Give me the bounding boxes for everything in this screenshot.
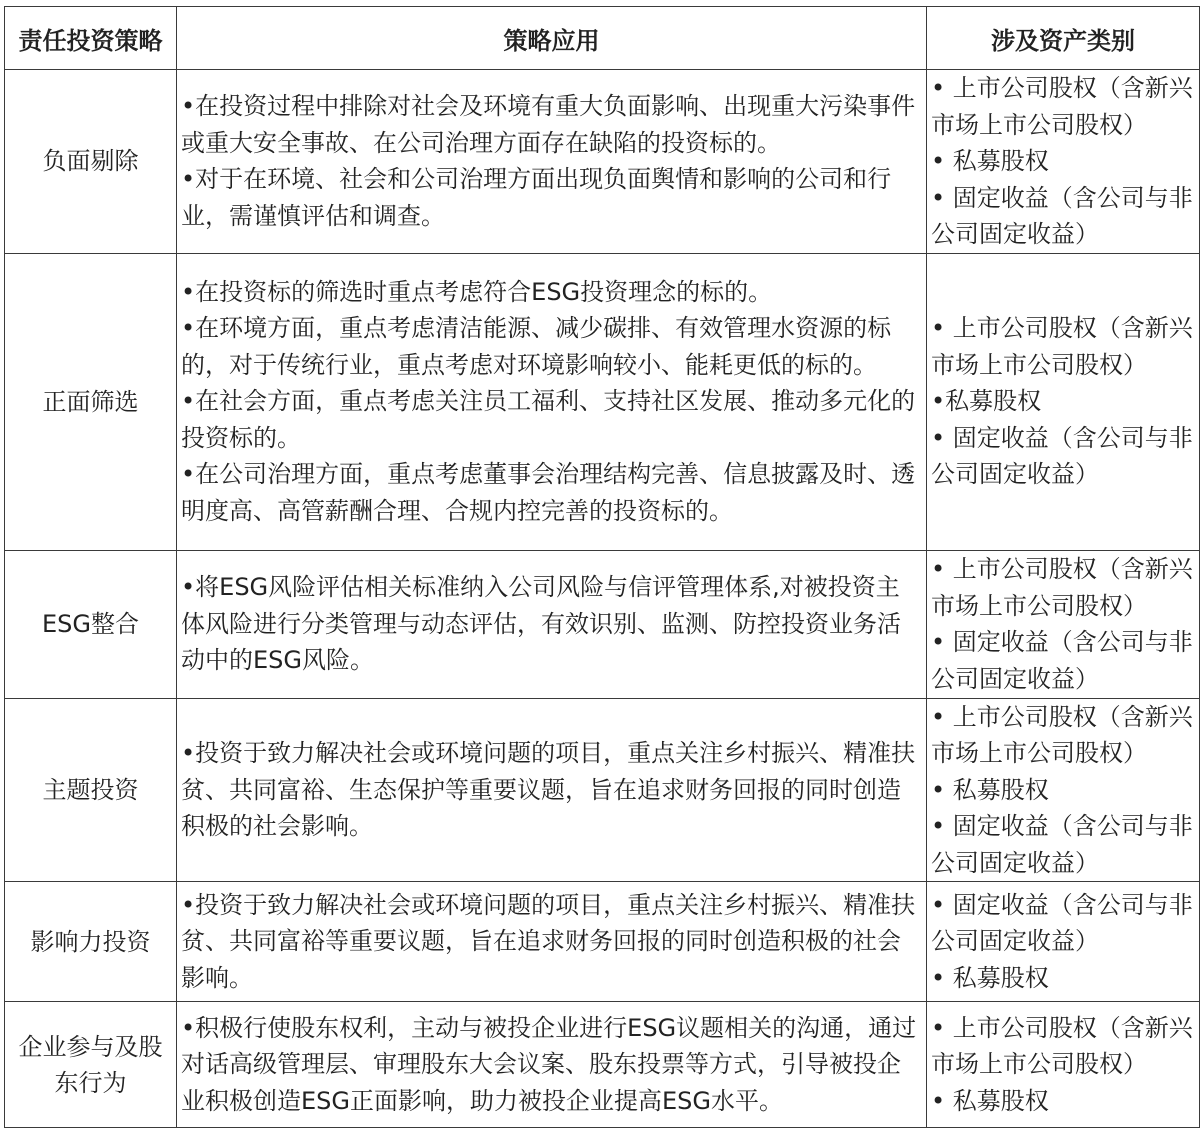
strategy-name: 影响力投资 — [30, 927, 151, 956]
application-item: •在社会方面，重点考虑关注员工福利、支持社区发展、推动多元化的投资标的。 — [181, 387, 916, 452]
asset-item: • 上市公司股权（含新兴市场上市公司股权） — [931, 702, 1193, 767]
strategy-table-container — [4, 6, 1200, 1128]
strategy-name: ESG整合 — [42, 610, 139, 638]
asset-item: • 固定收益（含公司与非公司固定收益） — [931, 628, 1193, 693]
asset-item: • 上市公司股权（含新兴市场上市公司股权） — [931, 74, 1193, 139]
application-item: •在投资过程中排除对社会及环境有重大负面影响、出现重大污染事件或重大安全事故、在公司治理方面存在缺陷的投资标的。 — [181, 92, 916, 157]
asset-class-cell — [927, 882, 1200, 1002]
application-item: •在环境方面，重点考虑清洁能源、减少碳排、有效管理水资源的标的，对于传统行业，重点考虑对环境影响较小、能耗更低的标的。 — [181, 314, 892, 379]
application-item: •将ESG风险评估相关标准纳入公司风险与信评管理体系,对被投资主体风险进行分类管理与动态评估，有效识别、监测、防控投资业务活动中的ESG风险。 — [181, 573, 901, 675]
table-row — [5, 882, 1200, 1002]
application-cell — [177, 550, 927, 698]
asset-class-cell — [927, 550, 1200, 698]
application-item: •对于在环境、社会和公司治理方面出现负面舆情和影响的公司和行业，需谨慎评估和调查。 — [181, 165, 892, 230]
table-row — [5, 698, 1200, 882]
strategy-cell — [5, 70, 177, 254]
asset-item: • 私募股权 — [931, 963, 1049, 992]
application-cell — [177, 253, 927, 550]
table-row — [5, 70, 1200, 254]
asset-item: • 私募股权 — [931, 1086, 1049, 1115]
asset-item: • 固定收益（含公司与非公司固定收益） — [931, 812, 1193, 877]
application-cell — [177, 70, 927, 254]
application-cell — [177, 1002, 927, 1128]
asset-class-cell — [927, 698, 1200, 882]
header-row — [5, 7, 1200, 70]
application-item: •在公司治理方面，重点考虑董事会治理结构完善、信息披露及时、透明度高、高管薪酬合理、合规内控完善的投资标的。 — [181, 460, 916, 525]
asset-class-cell — [927, 1002, 1200, 1128]
asset-item: • 固定收益（含公司与非公司固定收益） — [931, 183, 1193, 248]
strategy-cell — [5, 253, 177, 550]
asset-class-cell — [927, 253, 1200, 550]
application-item: •投资于致力解决社会或环境问题的项目，重点关注乡村振兴、精准扶贫、共同富裕等重要议题，旨在追求财务回报的同时创造积极的社会影响。 — [181, 890, 916, 992]
table-row — [5, 1002, 1200, 1128]
asset-item: • 上市公司股权（含新兴市场上市公司股权） — [931, 314, 1193, 379]
header-asset-class: 涉及资产类别 — [927, 7, 1200, 70]
strategy-name: 正面筛选 — [42, 387, 139, 416]
asset-class-cell — [927, 70, 1200, 254]
application-item: •积极行使股东权利，主动与被投企业进行ESG议题相关的沟通，通过对话高级管理层、审理股东大会议案、股东投票等方式，引导被投企业积极创造ESG正面影响，助力被投企业提高ESG水平。 — [181, 1013, 917, 1115]
header-application: 策略应用 — [177, 7, 927, 70]
asset-item: •私募股权 — [931, 387, 1042, 416]
strategy-cell — [5, 882, 177, 1002]
asset-item: • 固定收益（含公司与非公司固定收益） — [931, 890, 1193, 956]
table-row — [5, 253, 1200, 550]
application-cell — [177, 698, 927, 882]
table-body — [5, 70, 1200, 1128]
application-item: •在投资标的筛选时重点考虑符合ESG投资理念的标的。 — [181, 277, 773, 306]
strategy-cell — [5, 550, 177, 698]
strategy-name: 主题投资 — [42, 775, 139, 804]
asset-item: • 私募股权 — [931, 775, 1049, 804]
application-cell — [177, 882, 927, 1002]
table-row — [5, 550, 1200, 698]
strategy-name: 企业参与及股东行为 — [18, 1032, 163, 1097]
asset-item: • 私募股权 — [931, 147, 1049, 175]
strategy-cell — [5, 698, 177, 882]
responsible-investment-table — [4, 6, 1200, 1128]
strategy-cell — [5, 1002, 177, 1128]
asset-item: • 上市公司股权（含新兴市场上市公司股权） — [931, 1013, 1193, 1079]
table-header — [5, 7, 1200, 70]
strategy-name: 负面剔除 — [42, 147, 139, 176]
asset-item: • 上市公司股权（含新兴市场上市公司股权） — [931, 555, 1193, 620]
application-item: •投资于致力解决社会或环境问题的项目，重点关注乡村振兴、精准扶贫、共同富裕、生态保护等重要议题，旨在追求财务回报的同时创造积极的社会影响。 — [181, 739, 916, 840]
asset-item: • 固定收益（含公司与非公司固定收益） — [931, 423, 1193, 489]
header-strategy: 责任投资策略 — [5, 7, 177, 70]
